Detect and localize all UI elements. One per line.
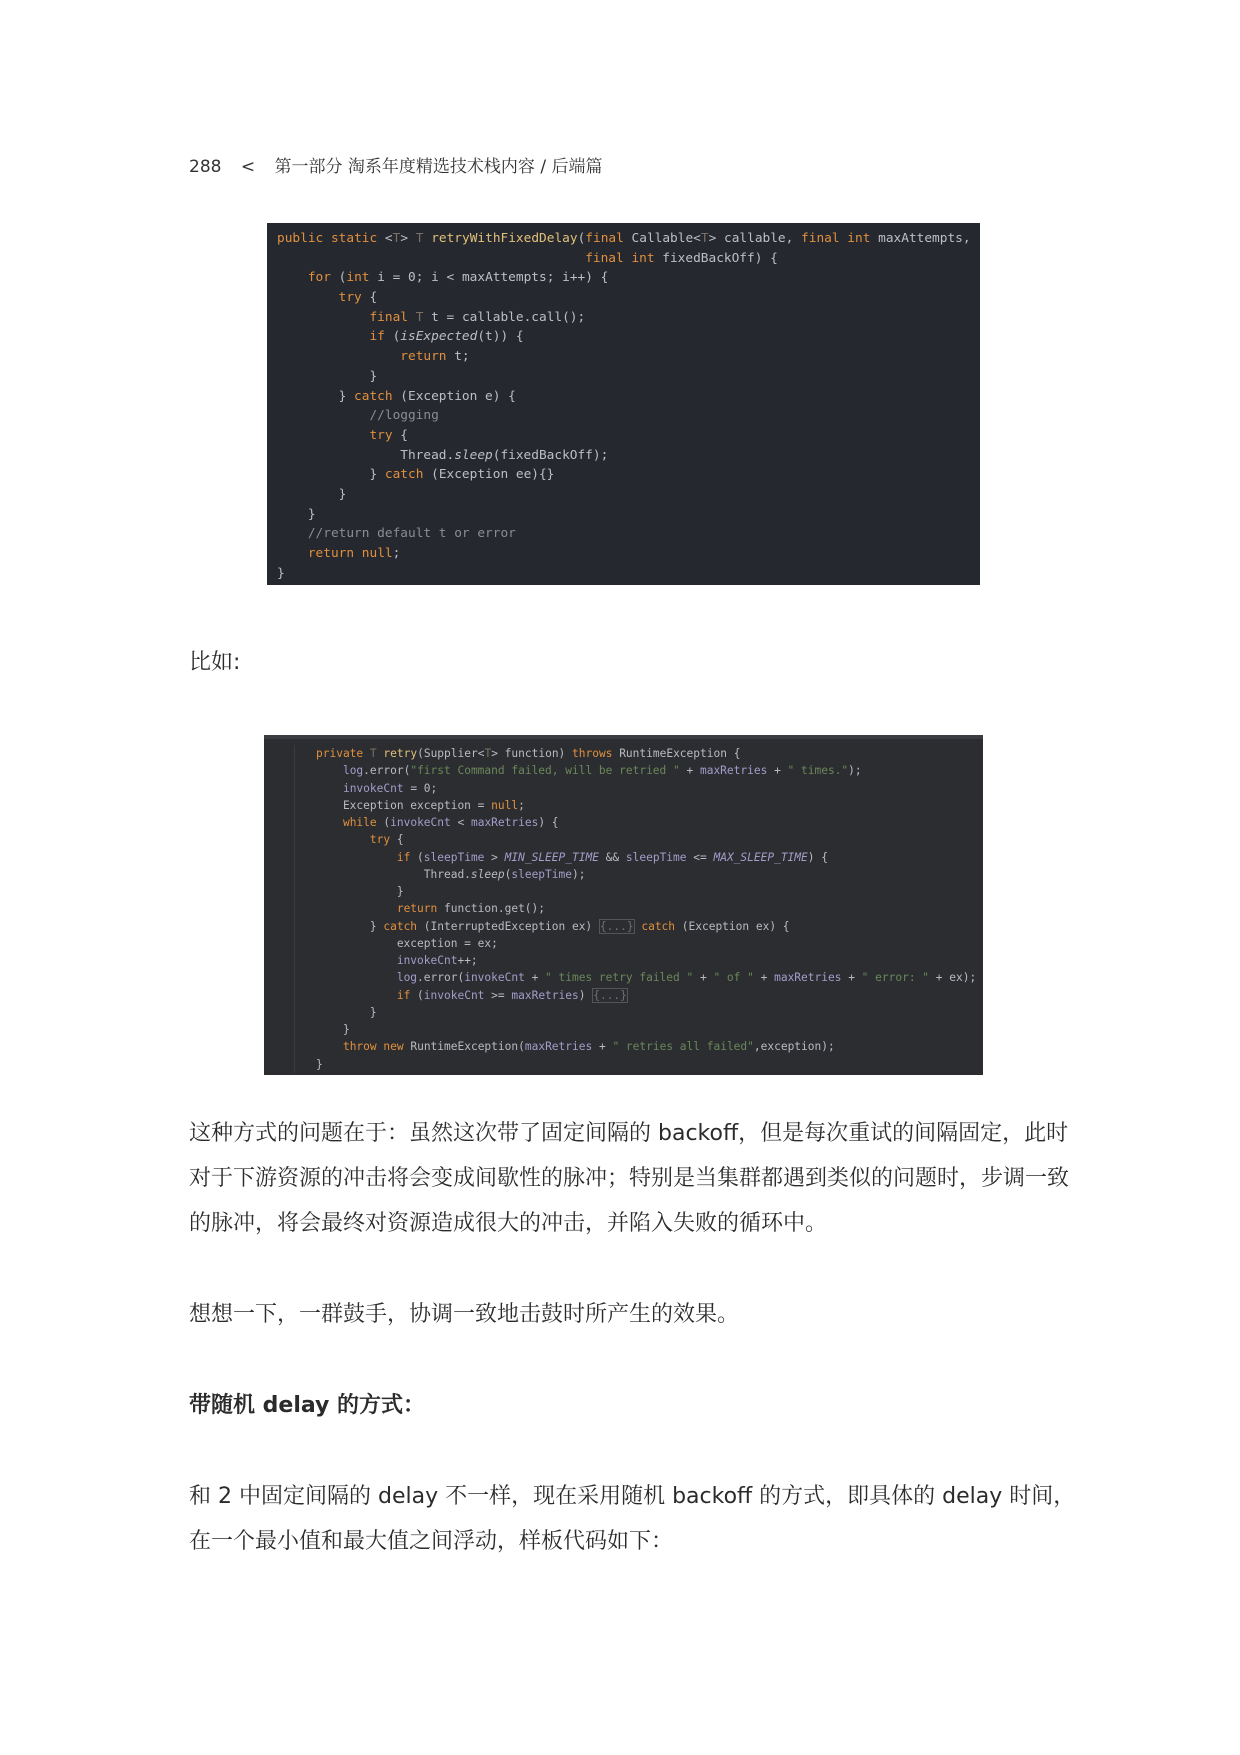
code-line: }	[264, 883, 983, 900]
code-line: //logging	[369, 408, 439, 424]
code-line: Thread.sleep(fixedBackOff);	[277, 447, 609, 463]
header-arrow: <	[240, 157, 256, 177]
code-line: }	[264, 1021, 983, 1038]
code-line: } catch (InterruptedException ex) {...} catch (Exception ex) {	[264, 918, 983, 935]
code-line: log.error("first Command failed, will be retried " + maxRetries + " times.");	[264, 762, 983, 779]
code-line: return null;	[307, 546, 401, 561]
code-line: return t;	[400, 349, 470, 365]
code-line: try {	[369, 427, 408, 443]
code-line: }	[277, 486, 347, 502]
code-line: if (sleepTime > MIN_SLEEP_TIME && sleepTime <= MAX_SLEEP_TIME) {	[264, 849, 983, 866]
page-header	[189, 152, 616, 177]
code-line: try {	[264, 831, 983, 848]
code-line: while (invokeCnt < maxRetries) {	[264, 814, 983, 831]
paragraph-1-line-2: 对于下游资源的冲击将会变成间歇性的脉冲；特别是当集群都遇到类似的问题时，步调一致	[189, 1166, 1070, 1191]
code-line: Exception exception = null;	[264, 797, 983, 814]
code-line: }	[264, 1056, 983, 1073]
paragraph-3-line-2: 在一个最小值和最大值之间浮动，样板代码如下：	[189, 1529, 674, 1554]
code-line: final int fixedBackOff) {	[585, 250, 778, 266]
code-line: //return default t or error	[307, 526, 516, 542]
code-line: Thread.sleep(sleepTime);	[264, 866, 983, 883]
text-for-example: 比如:	[189, 650, 241, 675]
paragraph-3-line-1: 和 2 中固定间隔的 delay 不一样，现在采用随机 backoff 的方式，即具体的 delay 时间，	[189, 1484, 1076, 1509]
page-number: 288	[189, 157, 222, 177]
paragraph-1-line-3: 的脉冲，将会最终对资源造成很大的冲击，并陷入失败的循环中。	[189, 1211, 828, 1236]
code-line: }	[277, 506, 316, 522]
code-line: if (isExpected(t)) {	[369, 329, 524, 345]
code-line: invokeCnt = 0;	[264, 780, 983, 797]
code-line: exception = ex;	[264, 935, 983, 952]
code-line: }	[277, 368, 378, 384]
code-line: }	[264, 1004, 983, 1021]
code-line: return function.get();	[264, 900, 983, 917]
breadcrumb: 第一部分 淘系年度精选技术栈内容 / 后端篇	[274, 157, 603, 177]
code-line: private T retry(Supplier<T> function) throws RuntimeException {	[264, 745, 983, 762]
code-line: final T t = callable.call();	[369, 309, 586, 325]
code-line: if (invokeCnt >= maxRetries) {...}	[264, 987, 983, 1004]
code-line: } catch (Exception ee){}	[277, 467, 555, 483]
code-line: } catch (Exception e) {	[277, 388, 516, 404]
code-line: try {	[338, 290, 378, 306]
code-line: throw new RuntimeException(maxRetries + " retries all failed",exception);	[264, 1038, 983, 1055]
code-line: log.error(invokeCnt + " times retry failed " + " of " + maxRetries + " error: " + ex);	[264, 969, 983, 986]
code-block-retry-with-fixed-delay	[267, 223, 980, 585]
code-line: }	[277, 565, 285, 581]
paragraph-1-line-1: 这种方式的问题在于：虽然这次带了固定间隔的 backoff，但是每次重试的间隔固定，此时	[189, 1121, 1069, 1146]
code-line: for (int i = 0; i < maxAttempts; i++) {	[307, 270, 609, 286]
code-line: public static <T> T retryWithFixedDelay(final Callable<T> callable, final int maxAttempts,	[277, 231, 971, 246]
code-block-retry-supplier	[264, 735, 983, 1075]
code-line: invokeCnt++;	[264, 952, 983, 969]
section-heading: 带随机 delay 的方式：	[189, 1393, 426, 1418]
paragraph-2: 想想一下，一群鼓手，协调一致地击鼓时所产生的效果。	[189, 1302, 740, 1327]
